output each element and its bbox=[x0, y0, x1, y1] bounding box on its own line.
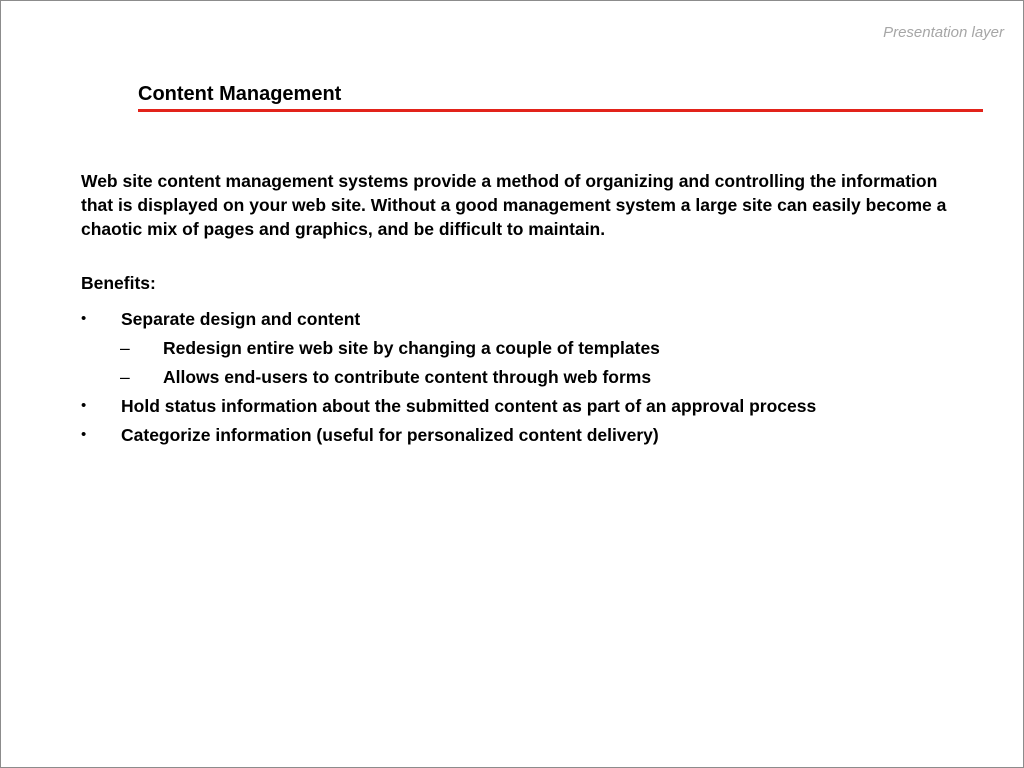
sub-bullet-item bbox=[81, 365, 981, 394]
bullet-item bbox=[81, 394, 981, 423]
dash-icon: – bbox=[120, 338, 130, 358]
sub-bullet-text: Allows end-users to contribute content through web forms bbox=[163, 367, 652, 387]
slide-title: Content Management bbox=[138, 83, 342, 105]
benefits-list bbox=[81, 307, 981, 452]
bullet-item bbox=[81, 307, 981, 336]
sub-bullet-text: Redesign entire web site by changing a couple of templates bbox=[163, 338, 660, 358]
bullet-dot-icon: • bbox=[81, 397, 87, 414]
sub-bullet-item bbox=[81, 336, 981, 365]
bullet-text: Categorize information (useful for personalized content delivery) bbox=[121, 425, 659, 445]
section-label: Presentation layer bbox=[883, 24, 1004, 41]
title-underline bbox=[138, 109, 983, 112]
bullet-text: Hold status information about the submitted content as part of an approval process bbox=[121, 396, 817, 416]
bullet-item bbox=[81, 423, 981, 452]
bullet-dot-icon: • bbox=[81, 310, 87, 327]
intro-paragraph: Web site content management systems provide a method of organizing and controlling the information that is displayed on your web site. Without a good management system a large site can easily become a chaotic mix of pages and graphics, and be difficult to maintain. bbox=[81, 171, 947, 239]
bullet-dot-icon: • bbox=[81, 426, 87, 443]
bullet-text: Separate design and content bbox=[121, 309, 361, 329]
benefits-heading: Benefits: bbox=[81, 273, 156, 293]
dash-icon: – bbox=[120, 367, 130, 387]
